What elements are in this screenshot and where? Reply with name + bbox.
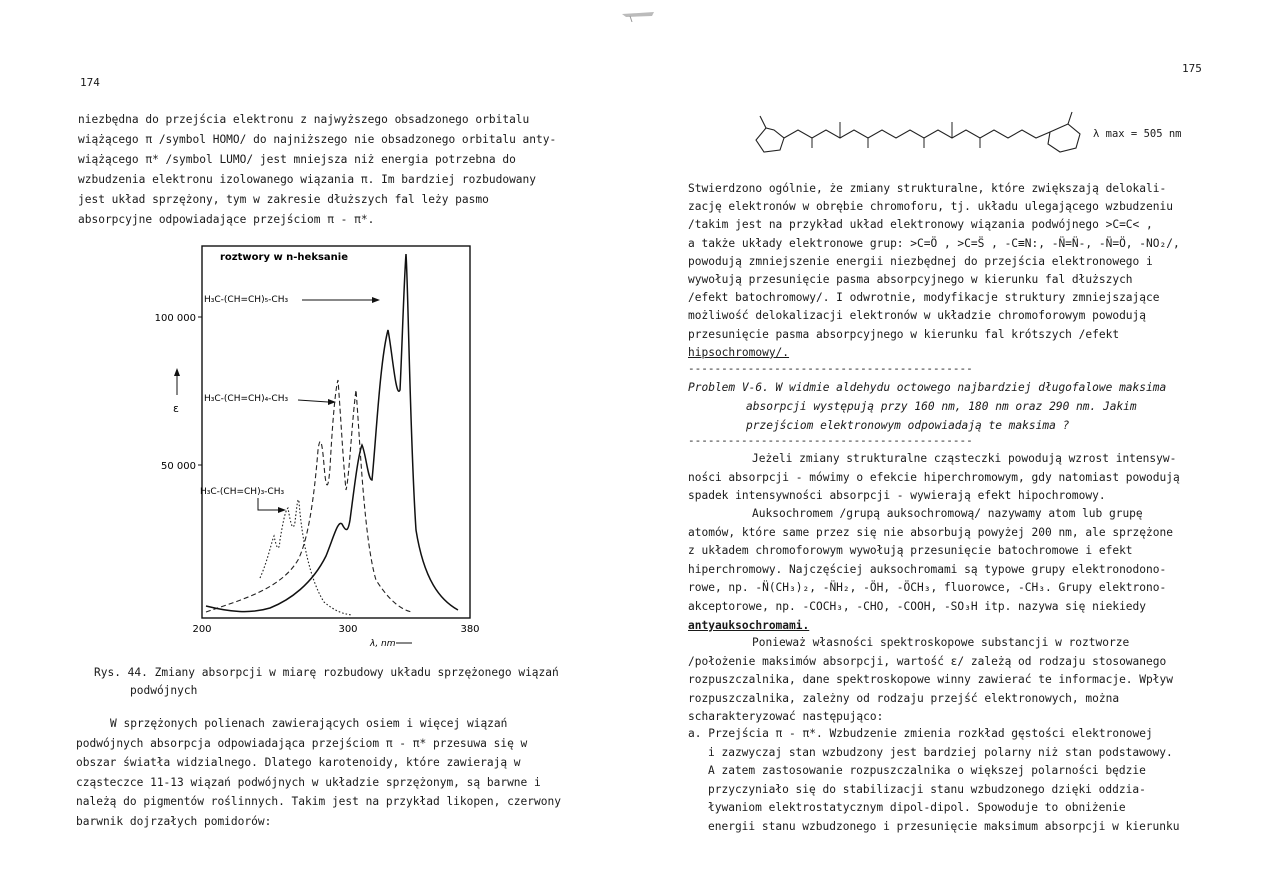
- text-line: Problem V-6. W widmie aldehydu octowego najbardziej długofalowe maksima: [688, 381, 1167, 394]
- text-line: ływaniom elektrostatycznym dipol-dipol. Spowoduje to obniżenie: [708, 801, 1126, 815]
- text-line: /takim jest na przykład układ elektronowy wiązania podwójnego >C=C< ,: [688, 218, 1153, 232]
- page-number-right: 175: [1182, 62, 1202, 75]
- text-line: niezbędna do przejścia elektronu z najwyższego obsadzonego orbitalu: [78, 113, 530, 126]
- text-line: hiperchromowy. Najczęściej auksochromami są typowe grupy elektronodono-: [688, 562, 1167, 576]
- page-number-left: 174: [80, 76, 100, 89]
- text-line: przejściom elektronowym odpowiadają te maksima ?: [746, 419, 1070, 432]
- text-line: podwójnych absorpcja odpowiadająca przejściom π - π* przesuwa się w: [76, 736, 528, 750]
- text-line: absorpcyjne odpowiadające przejściom π - π*.: [78, 213, 375, 226]
- text-line: rowe, np. -N̈(CH₃)₂, -N̈H₂, -ÖH, -ÖCH₃, fluorowce, -CH₃. Grupy elektrono-: [688, 581, 1167, 595]
- text-line: scharakteryzować następująco:: [688, 710, 884, 724]
- x-tick-label: 200: [192, 624, 212, 635]
- text-line: przyczyniało się do stabilizacji stanu wzbudzonego dzięki oddzia-: [708, 782, 1146, 796]
- arrow-tetraene: [298, 400, 328, 402]
- text-line: akceptorowe, np. -COCH₃, -CHO, -COOH, -SO₃H itp. nazywa się niekiedy: [688, 599, 1147, 613]
- text-line: możliwość delokalizacji elektronów w układzie chromoforowym powodują: [688, 309, 1147, 323]
- text-line: W sprzężonych polienach zawierających osiem i więcej wiązań: [110, 717, 508, 730]
- text-line: barwnik dojrzałych pomidorów:: [76, 814, 272, 828]
- y-tick-label: 100 000: [154, 313, 196, 324]
- label-pentaene: H₃C-(CH=CH)₅-CH₃: [204, 295, 289, 305]
- text-line: wzbudzenia elektronu izolowanego wiązania π. Im bardziej rozbudowany: [78, 173, 537, 186]
- polyene-chain: [784, 130, 1050, 138]
- text-line: antyauksochromami.: [688, 618, 810, 632]
- text-line: atomów, które same przez się nie absorbują powyżej 200 nm, ale sprzężone: [688, 525, 1173, 539]
- left-page: [0, 0, 620, 893]
- x-tick-label: 300: [338, 624, 358, 635]
- caption-line: podwójnych: [130, 684, 198, 697]
- methyl-groups: [812, 122, 980, 148]
- text-line: spadek intensywności absorpcji - wywierają efekt hipochromowy.: [688, 489, 1106, 502]
- text-line: a. Przejścia π - π*. Wzbudzenie zmienia rozkład gęstości elektronowej: [688, 727, 1153, 740]
- item-a-pi-pi-star: [688, 725, 1179, 837]
- right-page: [630, 0, 1263, 893]
- text-line: i zazwyczaj stan wzbudzony jest bardziej polarny niż stan podstawowy.: [708, 745, 1173, 759]
- text-line: przesunięcie pasma absorpcyjnego w kierunku fal krótszych /efekt: [688, 327, 1120, 341]
- text-line: /efekt batochromowy/. I odwrotnie, modyfikacje struktury zmniejszające: [688, 291, 1160, 305]
- x-tick-label: 380: [460, 624, 480, 635]
- label-tetraene: H₃C-(CH=CH)₄-CH₃: [204, 394, 289, 404]
- text-line: cząsteczce 11-13 wiązań podwójnych w układzie sprzężonym, są barwne i: [76, 775, 541, 789]
- text-line: hipsochromowy/.: [688, 345, 790, 359]
- text-line: a także układy elektronowe grup: >C=Ö , >C=S̈ , -C≡N:, -N̈=N̈-, -N̈=Ö, -NO₂/,: [688, 236, 1180, 250]
- text-line: obszar światła widzialnego. Dlatego karotenoidy, które zawierają w: [76, 756, 521, 769]
- text-line: powodują zmniejszenie energii niezbędnej do przejścia elektronowego i: [688, 254, 1153, 268]
- paragraph-delocalization: [688, 180, 1180, 362]
- ring-left: [756, 128, 784, 152]
- problem-v6: [688, 378, 1166, 435]
- text-line: energii stanu wzbudzonego i przesunięcie maksimum absorpcji w kierunku: [708, 819, 1180, 833]
- separator-top: -------------------------------------------: [688, 362, 973, 375]
- arrow-head: [278, 507, 286, 513]
- paragraph-solvent: [688, 634, 1173, 727]
- caption-line: Rys. 44. Zmiany absorpcji w miarę rozbudowy układu sprzężonego wiązań: [94, 666, 559, 679]
- paragraph-hyperchromic: [688, 450, 1180, 506]
- curve-pentaene: [206, 254, 458, 612]
- y-arrow-head: [174, 368, 180, 376]
- figure-caption: [94, 664, 559, 700]
- y-tick-label: 50 000: [161, 461, 196, 472]
- y-axis-symbol: ε: [173, 402, 179, 415]
- absorption-figure: [140, 240, 500, 650]
- text-line: Ponieważ własności spektroskopowe substancji w roztworze: [752, 636, 1130, 649]
- lambda-max: λ max = 505 nm: [1093, 128, 1182, 140]
- text-line: Stwierdzono ogólnie, że zmiany strukturalne, które zwiększają delokali-: [688, 182, 1167, 195]
- body-paragraph: [76, 714, 561, 831]
- methyl: [760, 116, 766, 128]
- text-line: Auksochromem /grupą auksochromową/ nazywamy atom lub grupę: [752, 507, 1143, 520]
- arrow-triene: [258, 498, 280, 510]
- intro-paragraph: [78, 110, 556, 230]
- text-line: rozpuszczalnika, dane spektroskopowe winny zawierać te informacje. Wpływ: [688, 673, 1173, 687]
- ring-right: [1048, 124, 1080, 152]
- text-line: ności absorpcji - mówimy o efekcie hiperchromowym, gdy natomiast powodują: [688, 470, 1180, 484]
- arrow-head: [372, 297, 380, 303]
- text-line: z układem chromoforowym wywołują przesunięcie batochromowe i efekt: [688, 544, 1133, 558]
- text-line: jest układ sprzężony, tym w zakresie dłuższych fal leży pasmo: [78, 193, 489, 206]
- text-line: zację elektronów w obrębie chromoforu, tj. układu ulegającego wzbudzeniu: [688, 200, 1173, 214]
- lycopene-structure: [750, 100, 1090, 160]
- label-triene: H₃C-(CH=CH)₃-CH₃: [200, 487, 285, 497]
- text-line: A zatem zastosowanie rozpuszczalnika o większej polarności będzie: [708, 764, 1146, 778]
- curve-triene: [260, 500, 352, 615]
- methyl: [1068, 112, 1072, 124]
- text-line: Jeżeli zmiany strukturalne cząsteczki powodują wzrost intensyw-: [752, 452, 1177, 465]
- text-line: rozpuszczalnika, zależny od rodzaju przejść elektronowych, można: [688, 691, 1120, 705]
- x-axis-label: λ, nm: [370, 639, 396, 649]
- text-line: wiążącego π* /symbol LUMO/ jest mniejsza niż energia potrzebna do: [78, 153, 516, 166]
- text-line: wywołują przesunięcie pasma absorpcyjnego w kierunku fal dłuższych: [688, 273, 1133, 287]
- text-line: należą do pigmentów roślinnych. Takim jest na przykład likopen, czerwony: [76, 795, 561, 808]
- paragraph-auxochrome: [688, 505, 1173, 635]
- figure-title: roztwory w n-heksanie: [220, 252, 349, 263]
- text-line: wiążącego π /symbol HOMO/ do najniższego nie obsadzonego orbitalu anty-: [78, 133, 557, 146]
- text-line: absorpcji występują przy 160 nm, 180 nm oraz 290 nm. Jakim: [746, 400, 1137, 413]
- separator-bottom: -------------------------------------------: [688, 434, 973, 447]
- text-line: /położenie maksimów absorpcji, wartość ε/ zależą od rodzaju stosowanego: [688, 654, 1167, 668]
